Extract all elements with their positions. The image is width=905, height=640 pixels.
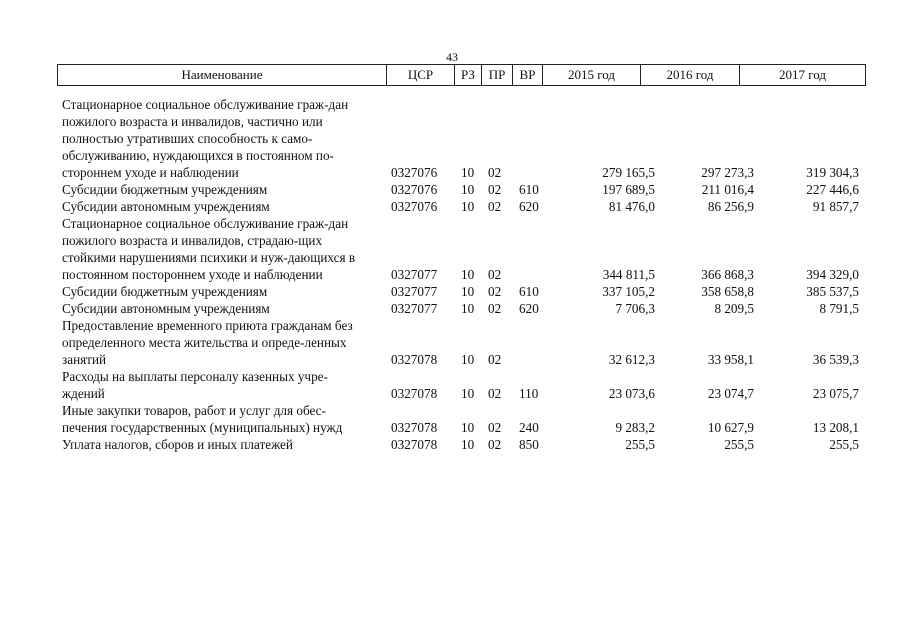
- row-name: Субсидии бюджетным учреждениям: [62, 284, 268, 299]
- row-rz: 10: [461, 284, 475, 299]
- table-row: [57, 317, 865, 368]
- row-rz: 10: [461, 420, 475, 435]
- row-2015: 9 283,2: [615, 420, 655, 435]
- row-name: Субсидии бюджетным учреждениям: [62, 182, 268, 197]
- row-csr: 0327077: [391, 267, 438, 282]
- table-body: [57, 96, 865, 453]
- row-2017: 227 446,6: [806, 182, 859, 197]
- row-2015: 337 105,2: [602, 284, 655, 299]
- row-csr: 0327078: [391, 386, 438, 401]
- header-rz: РЗ: [455, 65, 482, 86]
- row-name: Субсидии автономным учреждениям: [62, 199, 270, 214]
- row-csr: 0327076: [391, 199, 438, 214]
- row-pr: 02: [488, 420, 502, 435]
- row-2017: 8 791,5: [819, 301, 859, 316]
- table-row: [57, 283, 865, 300]
- row-pr: 02: [488, 301, 502, 316]
- row-pr: 02: [488, 165, 502, 180]
- row-name: Уплата налогов, сборов и иных платежей: [62, 437, 293, 452]
- row-csr: 0327077: [391, 301, 438, 316]
- header-2017: 2017 год: [740, 65, 866, 86]
- row-2017: 319 304,3: [806, 165, 859, 180]
- table-row: [57, 436, 865, 453]
- row-2017: 255,5: [829, 437, 859, 452]
- row-2015: 32 612,3: [608, 352, 655, 367]
- row-vr: 110: [519, 386, 539, 401]
- row-vr: 620: [519, 301, 539, 316]
- table-row: [57, 198, 865, 215]
- row-pr: 02: [488, 182, 502, 197]
- header-2016: 2016 год: [641, 65, 740, 86]
- row-2017: 13 208,1: [812, 420, 859, 435]
- row-2015: 255,5: [625, 437, 655, 452]
- header-vr: ВР: [513, 65, 543, 86]
- row-2015: 23 073,6: [608, 386, 655, 401]
- row-2015: 279 165,5: [602, 165, 655, 180]
- row-rz: 10: [461, 165, 475, 180]
- table-row: [57, 215, 865, 283]
- row-2016: 358 658,8: [701, 284, 754, 299]
- row-name: Стационарное социальное обслуживание граж-дан пожилого возраста и инвалидов, страдаю-щих стойкими нарушениями психики и нуж-дающихся в постоянном постороннем уходе и наблюдении: [62, 216, 356, 282]
- row-2016: 297 273,3: [701, 165, 754, 180]
- row-rz: 10: [461, 301, 475, 316]
- table-row: [57, 96, 865, 181]
- row-name: Стационарное социальное обслуживание граж-дан пожилого возраста и инвалидов, частично или полностью утративших способность к само-обслуживанию, нуждающихся в постоянном по-стороннем уходе и наблюдении: [62, 97, 349, 180]
- row-pr: 02: [488, 386, 502, 401]
- row-name: Субсидии автономным учреждениям: [62, 301, 270, 316]
- table-row: [57, 181, 865, 198]
- table-header: [57, 64, 866, 86]
- row-pr: 02: [488, 267, 502, 282]
- row-vr: 240: [519, 420, 539, 435]
- row-pr: 02: [488, 437, 502, 452]
- row-2017: 91 857,7: [812, 199, 859, 214]
- row-2016: 33 958,1: [707, 352, 754, 367]
- row-csr: 0327078: [391, 437, 438, 452]
- row-rz: 10: [461, 386, 475, 401]
- row-rz: 10: [461, 182, 475, 197]
- row-csr: 0327076: [391, 165, 438, 180]
- row-2016: 10 627,9: [707, 420, 754, 435]
- header-2015: 2015 год: [543, 65, 641, 86]
- header-pr: ПР: [482, 65, 513, 86]
- row-2017: 385 537,5: [806, 284, 859, 299]
- row-rz: 10: [461, 267, 475, 282]
- row-csr: 0327078: [391, 420, 438, 435]
- row-2015: 197 689,5: [602, 182, 655, 197]
- row-2016: 8 209,5: [714, 301, 754, 316]
- row-rz: 10: [461, 352, 475, 367]
- row-pr: 02: [488, 284, 502, 299]
- row-vr: 610: [519, 284, 539, 299]
- page-number: 43: [446, 50, 458, 64]
- row-rz: 10: [461, 437, 475, 452]
- row-2017: 23 075,7: [812, 386, 859, 401]
- table-row: [57, 300, 865, 317]
- row-2016: 366 868,3: [701, 267, 754, 282]
- row-name: Иные закупки товаров, работ и услуг для обес-печения государственных (муниципальных) нужд: [62, 403, 343, 435]
- row-name: Предоставление временного приюта гражданам без определенного места жительства и опреде-ленных занятий: [62, 318, 353, 367]
- header-name: Наименование: [58, 65, 387, 86]
- row-csr: 0327077: [391, 284, 438, 299]
- row-2016: 23 074,7: [707, 386, 754, 401]
- table-row: [57, 402, 865, 436]
- row-2017: 394 329,0: [806, 267, 859, 282]
- row-pr: 02: [488, 352, 502, 367]
- row-vr: 850: [519, 437, 539, 452]
- row-2016: 86 256,9: [707, 199, 754, 214]
- row-vr: 620: [519, 199, 539, 214]
- header-csr: ЦСР: [387, 65, 455, 86]
- row-2015: 7 706,3: [615, 301, 655, 316]
- row-csr: 0327078: [391, 352, 438, 367]
- row-2015: 81 476,0: [608, 199, 655, 214]
- row-rz: 10: [461, 199, 475, 214]
- table-row: [57, 368, 865, 402]
- row-2017: 36 539,3: [812, 352, 859, 367]
- row-pr: 02: [488, 199, 502, 214]
- row-2015: 344 811,5: [602, 267, 655, 282]
- row-csr: 0327076: [391, 182, 438, 197]
- row-2016: 211 016,4: [701, 182, 754, 197]
- row-name: Расходы на выплаты персоналу казенных учре-ждений: [62, 369, 328, 401]
- row-2016: 255,5: [724, 437, 754, 452]
- row-vr: 610: [519, 182, 539, 197]
